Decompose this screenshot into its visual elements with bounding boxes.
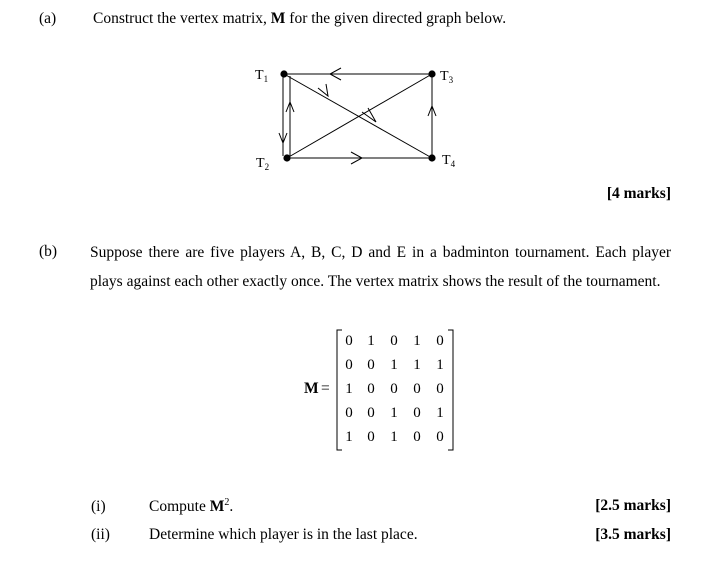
matrix-cell: 1: [390, 405, 398, 421]
node-t4: [428, 154, 435, 161]
matrix-cell: 0: [436, 333, 444, 349]
node-label-t1: $T_1$: [255, 68, 269, 84]
matrix-cell: 1: [390, 429, 398, 445]
node-label-t2: $T_2$: [256, 156, 270, 172]
sub-question-i-math: M: [209, 498, 225, 516]
node-t1: [280, 70, 287, 77]
matrix-cell: 0: [345, 405, 353, 421]
matrix-label-symbol: M: [304, 380, 319, 397]
matrix-cell: 0: [390, 333, 398, 349]
matrix-cell: 0: [413, 381, 421, 397]
node-t2: [283, 154, 290, 161]
matrix-cell: 1: [367, 333, 375, 349]
matrix-cell: 0: [367, 381, 375, 397]
sub-question-i-prefix: Compute: [149, 498, 210, 516]
matrix-cell: 0: [390, 381, 398, 397]
vertex-matrix: [334, 327, 462, 453]
sub-question-i-text: [149, 497, 233, 516]
matrix-cell: 0: [413, 429, 421, 445]
matrix-cell: 0: [413, 405, 421, 421]
matrix-cell: 0: [367, 357, 375, 373]
sub-question-ii-label: (ii): [91, 526, 110, 543]
matrix-cell: 1: [345, 429, 353, 445]
matrix-cell: 0: [436, 381, 444, 397]
matrix-cell: 1: [413, 333, 421, 349]
part-a-question-suffix: for the given directed graph below.: [285, 10, 507, 27]
sub-question-ii-marks: [3.5 marks]: [595, 526, 671, 543]
part-a-marks: [4 marks]: [606, 185, 671, 202]
matrix-left-bracket: [337, 330, 342, 450]
matrix-cell: 0: [367, 429, 375, 445]
node-label-t4: $T_4$: [442, 153, 456, 169]
matrix-right-bracket: [448, 330, 453, 450]
part-b-question: Suppose there are five players A, B, C, D and E in a badminton tournament. Each player plays against each other exactly once. The vertex matrix shows the result of the tournament.: [90, 244, 671, 290]
matrix-cell: 1: [390, 357, 398, 373]
sub-question-i-label: (i): [91, 498, 106, 515]
part-a-question-prefix: Construct the vertex matrix,: [93, 10, 271, 27]
matrix-label: [304, 380, 319, 398]
matrix-cell: 1: [413, 357, 421, 373]
directed-graph: [240, 55, 480, 180]
sub-question-i-suffix: .: [229, 498, 234, 516]
matrix-cell: 0: [345, 333, 353, 349]
matrix-cell: 0: [345, 357, 353, 373]
sub-question-i-exponent: 2: [224, 497, 230, 508]
part-b-label: (b): [39, 243, 58, 260]
sub-question-ii-text: Determine which player is in the last place.: [149, 526, 418, 543]
matrix-symbol: M: [270, 10, 286, 27]
part-a-question: [93, 10, 506, 28]
matrix-cell: 1: [436, 405, 444, 421]
matrix-cell: 1: [345, 381, 353, 397]
sub-question-i-marks: [2.5 marks]: [595, 497, 671, 514]
matrix-equals: =: [321, 380, 330, 397]
node-label-t3: $T_3$: [440, 69, 454, 85]
part-a-label: (a): [39, 10, 57, 27]
matrix-cell: 0: [436, 429, 444, 445]
matrix-cell: 1: [436, 357, 444, 373]
matrix-cell: 0: [367, 405, 375, 421]
node-t3: [428, 70, 435, 77]
